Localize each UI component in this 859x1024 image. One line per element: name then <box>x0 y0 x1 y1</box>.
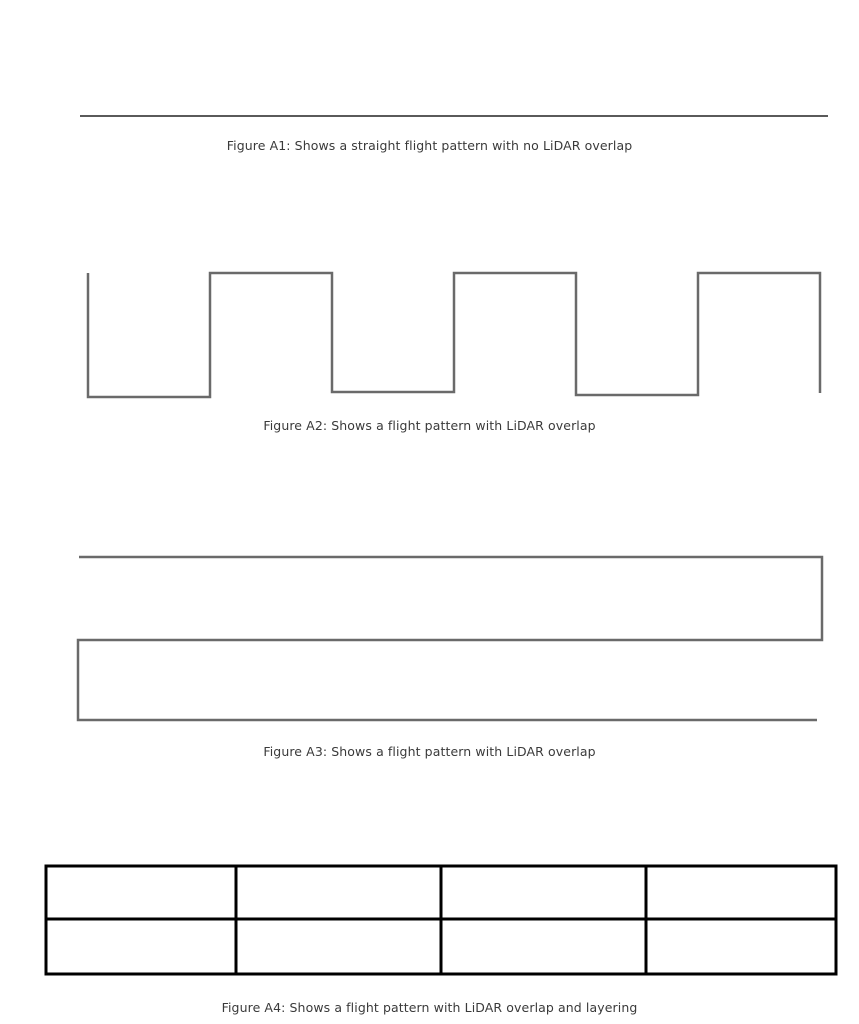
figure-a4-diagram <box>46 866 836 974</box>
figure-a3-flight-path <box>78 557 822 720</box>
figure-a3-caption: Figure A3: Shows a flight pattern with LiDAR overlap <box>263 744 596 759</box>
figure-a2-caption: Figure A2: Shows a flight pattern with LiDAR overlap <box>263 418 596 433</box>
figure-a2-diagram <box>88 273 820 397</box>
figure-a3-diagram <box>78 557 822 720</box>
figure-a2-flight-path <box>88 273 820 397</box>
figure-a4-caption: Figure A4: Shows a flight pattern with LiDAR overlap and layering <box>221 1000 638 1015</box>
figure-a1-caption: Figure A1: Shows a straight flight pattern with no LiDAR overlap <box>226 138 633 153</box>
